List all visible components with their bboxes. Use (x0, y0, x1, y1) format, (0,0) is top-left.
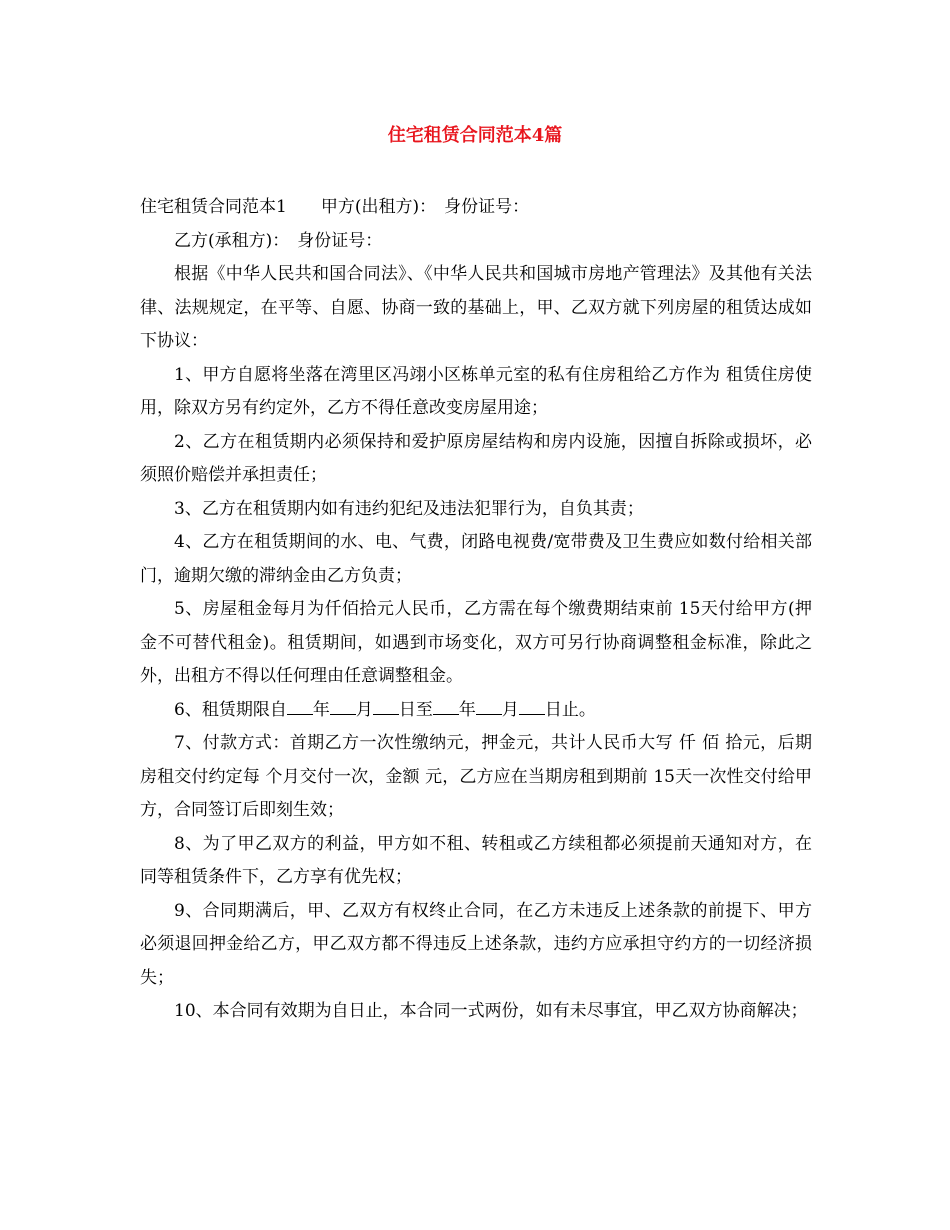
blank-line (433, 698, 459, 715)
clause-6-day-1: 日至 (398, 699, 433, 720)
blank-line (287, 698, 313, 715)
blank-line (330, 698, 356, 715)
clause-3: 3、乙方在租赁期内如有违约犯纪及违法犯罪行为，自负其责； (174, 498, 644, 519)
clause-2: 2、乙方在租赁期内必须保持和爱护原房屋结构和房内设施，因擅自拆除或损坏，必须照价赔偿并承担责任； (140, 431, 812, 485)
preamble-paragraph: 根据《中华人民共和国合同法》、《中华人民共和国城市房地产管理法》及其他有关法律、法规规定，在平等、自愿、协商一致的基础上，甲、乙双方就下列房屋的租赁达成如下协议： (140, 264, 812, 351)
party-b-label: 乙方(承租方)： (174, 230, 290, 251)
contract-heading: 住宅租赁合同范本1 (140, 197, 287, 217)
clause-6-day-2: 日止。 (544, 699, 596, 720)
clause-6-month-2: 月 (501, 699, 519, 720)
party-a-label: 甲方(出租方)： (320, 197, 437, 217)
clause-4: 4、乙方在租赁期间的水、电、气费，闭路电视费/宽带费及卫生费应如数付给相关部门，逾期欠缴的滞纳金由乙方负责； (140, 532, 812, 586)
clause-9: 9、合同期满后，甲、乙双方有权终止合同，在乙方未违反上述条款的前提下、甲方必须退回押金给乙方，甲乙双方都不得违反上述条款，违约方应承担守约方的一切经济损失； (140, 900, 812, 988)
party-b-id-label: 身份证号： (297, 230, 383, 251)
clause-6 (140, 694, 812, 728)
document-body (140, 191, 812, 1029)
clause-6-month-1: 月 (355, 699, 373, 720)
document-title: 住宅租赁合同范本4篇 (387, 125, 563, 146)
blank-line (519, 698, 545, 715)
blank-line (476, 698, 502, 715)
intro-line-party-a (140, 191, 812, 225)
clause-8: 8、为了甲乙双方的利益，甲方如不租、转租或乙方续租都必须提前天通知对方，在同等租赁条件下，乙方享有优先权； (140, 833, 812, 887)
blank-line (373, 698, 399, 715)
clause-10: 10、本合同有效期为自日止，本合同一式两份，如有未尽事宜，甲乙双方协商解决； (174, 1001, 808, 1021)
clause-6-year-2: 年 (458, 699, 476, 720)
party-a-id-label: 身份证号： (444, 197, 530, 217)
clause-6-year-1: 年 (312, 699, 330, 720)
clause-5: 5、房屋租金每月为仟佰拾元人民币，乙方需在每个缴费期结束前 15天付给甲方(押金不可替代租金)。租赁期间，如遇到市场变化，双方可另行协商调整租金标准，除此之外，出租方不得以任何理由任意调整租金。 (140, 599, 812, 686)
intro-line-party-b (140, 225, 812, 259)
clause-1: 1、甲方自愿将坐落在湾里区冯翊小区栋单元室的私有住房租给乙方作为 租赁住房使用，除双方另有约定外，乙方不得任意改变房屋用途； (140, 364, 812, 418)
clause-7: 7、付款方式：首期乙方一次性缴纳元，押金元，共计人民币大写 仟 佰 拾元，后期房租交付约定每 个月交付一次，金额 元，乙方应在当期房租到期前 15天一次性交付给甲方，合同签订后即刻生效； (140, 733, 812, 820)
clause-6-prefix: 6、租赁期限自 (174, 699, 287, 720)
